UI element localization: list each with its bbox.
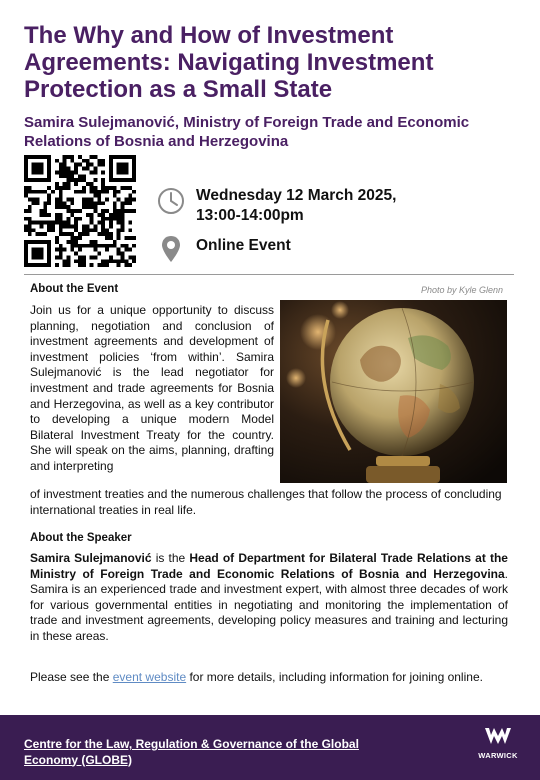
speaker-name: Samira Sulejmanović bbox=[30, 551, 152, 565]
event-date: Wednesday 12 March 2025, bbox=[196, 187, 397, 204]
logo-wordmark: WARWICK bbox=[478, 751, 518, 760]
event-date-row bbox=[156, 186, 396, 226]
speaker-is-the: is the bbox=[151, 551, 190, 565]
speaker-subtitle: Samira Sulejmanović, Ministry of Foreign Trade and Economic Relations of Bosnia and Herzegovina bbox=[24, 114, 470, 150]
section-divider bbox=[24, 274, 514, 275]
clock-icon bbox=[156, 186, 186, 216]
event-time: 13:00-14:00pm bbox=[196, 207, 304, 224]
event-location-row bbox=[156, 234, 291, 264]
speaker-bio: . Samira is an experienced trade and investment expert, with almost three decades of work for various governmental entities in negotiating and monitoring the implementation of trade and investment agreements, developing policy measures and training and lecturing in these areas. bbox=[30, 566, 508, 643]
qr-code-icon[interactable] bbox=[24, 155, 136, 267]
about-event-body-continued: of investment treaties and the numerous challenges that follow the process of concluding international treaties in real life. bbox=[30, 487, 502, 517]
centre-name-link[interactable]: Centre for the Law, Regulation & Governance of the Global Economy (GLOBE) bbox=[24, 737, 359, 767]
about-event-body: Join us for a unique opportunity to discuss planning, negotiation and conclusion of investment agreements and development of investment policies ‘from within’. Samira Sulejmanović is the lead negotiator for investment and trade agreements for Bosnia and Herzegovina, as well as a key contributor to developing a unique modern Model Bilateral Investment Treaty for the country. She will speak on the aims, planning, drafting and interpreting bbox=[30, 303, 274, 473]
event-website-link[interactable]: event website bbox=[112, 670, 187, 684]
website-text-before: Please see the bbox=[30, 670, 113, 684]
footer-bar bbox=[0, 715, 540, 780]
event-location: Online Event bbox=[196, 237, 291, 254]
map-pin-icon bbox=[156, 234, 186, 264]
speaker-role: Head of Department for Bilateral Trade Relations at the Ministry of Foreign Trade and Economic Relations of Bosnia and Herzegovina bbox=[30, 551, 508, 581]
website-text-after: for more details, including information for joining online. bbox=[186, 670, 483, 684]
photo-credit: Photo by Kyle Glenn bbox=[420, 285, 503, 295]
about-speaker-body bbox=[30, 551, 508, 645]
about-speaker-heading: About the Speaker bbox=[30, 532, 132, 544]
globe-photo bbox=[280, 300, 507, 483]
website-paragraph bbox=[30, 670, 508, 686]
page-title: The Why and How of Investment Agreements: Navigating Investment Protection as a Small State bbox=[24, 22, 434, 103]
about-event-heading: About the Event bbox=[30, 283, 119, 295]
warwick-logo bbox=[472, 727, 524, 771]
warwick-shield-icon bbox=[483, 727, 513, 745]
